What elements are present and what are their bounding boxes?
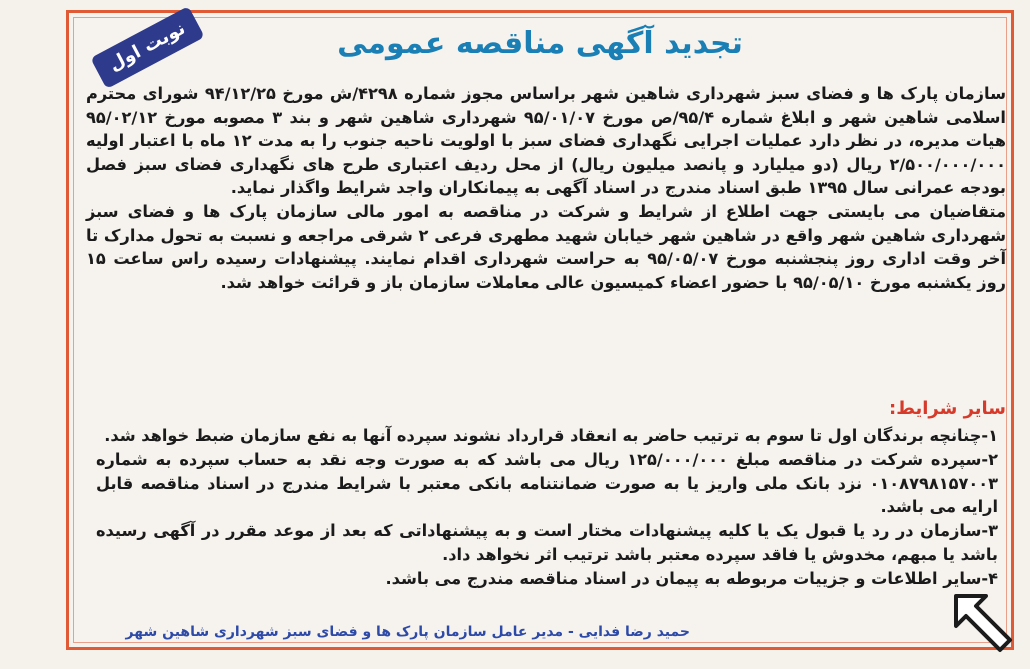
arrow-up-left-icon — [948, 588, 1018, 658]
page-title: تجدید آگهی مناقصه عمومی — [337, 26, 743, 61]
conditions-list — [96, 424, 998, 591]
announcement-body — [86, 82, 1006, 294]
intro-paragraph: سازمان پارک ها و فضای سبز شهرداری شاهین شهر براساس مجوز شماره ۴۲۹۸/ش مورخ ۹۴/۱۲/۲۵ شورای محترم اسلامی شاهین شهر و ابلاغ شماره ۹۵/۴/ص مورخ ۹۵/۰۱/۰۷ شهرداری شاهین شهر و بند ۳ مصوبه مورخ ۹۵/۰۲/۱۲ هیات مدیره، در نظر دارد عملیات اجرایی نگهداری فضای سبز با اولویت ناحیه جنوب را به مدت ۱۲ ماه با اعتبار اولیه ۲/۵۰۰/۰۰۰/۰۰۰ ریال (دو میلیارد و پانصد میلیون ریال) از محل ردیف اعتباری طرح های نگهداری فضای سبز فصل بودجه عمرانی سال ۱۳۹۵ طبق اسناد مندرج در اسناد آگهی به پیمانکاران واجد شرایط واگذار نماید. — [86, 84, 1006, 198]
condition-item: ۴-سایر اطلاعات و جزییات مربوطه به پیمان در اسناد مناقصه مندرج می باشد. — [385, 568, 998, 588]
conditions-heading: سایر شرایط: — [889, 398, 1006, 419]
condition-item: ۱-چنانچه برندگان اول تا سوم به ترتیب حاضر به انعقاد قرارداد نشوند سپرده آنها به نفع سازمان ضبط خواهد شد. — [104, 426, 998, 445]
round-badge: نوبت اول — [90, 6, 205, 89]
applicants-paragraph: متقاضیان می بایستی جهت اطلاع از شرایط و شرکت در مناقصه به امور مالی سازمان پارک ها و فضای سبز شهرداری شاهین شهر واقع در شاهین شهر خیابان شهید مطهری فرعی ۲ شرقی مراجعه و نسبت به تحول مدارک تا آخر وقت اداری روز پنجشنبه مورخ ۹۵/۰۵/۰۷ به حراست شهرداری اقدام نمایند. پیشنهادات رسیده راس ساعت ۱۵ روز یکشنبه مورخ ۹۵/۰۵/۱۰ با حضور اعضاء کمیسیون عالی معاملات سازمان باز و قرائت خواهد شد. — [86, 201, 1007, 292]
signature-line: حمید رضا فدایی - مدیر عامل سازمان پارک ها و فضای سبز شهرداری شاهین شهر — [125, 624, 690, 640]
condition-item: ۲-سپرده شرکت در مناقصه مبلغ ۱۲۵/۰۰۰/۰۰۰ ریال می باشد که به صورت وجه نقد به حساب سپرده به شماره ۰۱۰۸۷۹۸۱۵۷۰۰۳ نزد بانک ملی واریز یا به صورت ضمانتنامه بانکی معتبر با شرایط مندرج در اسناد مناقصه قابل ارایه می باشد. — [96, 449, 998, 517]
condition-item: ۳-سازمان در رد یا قبول یک یا کلیه پیشنهادات مختار است و به پیشنهاداتی که بعد از موعد مقرر در آگهی رسیده باشد یا مبهم، مخدوش یا فاقد سپرده معتبر باشد ترتیب اثر نخواهد داد. — [96, 521, 998, 564]
